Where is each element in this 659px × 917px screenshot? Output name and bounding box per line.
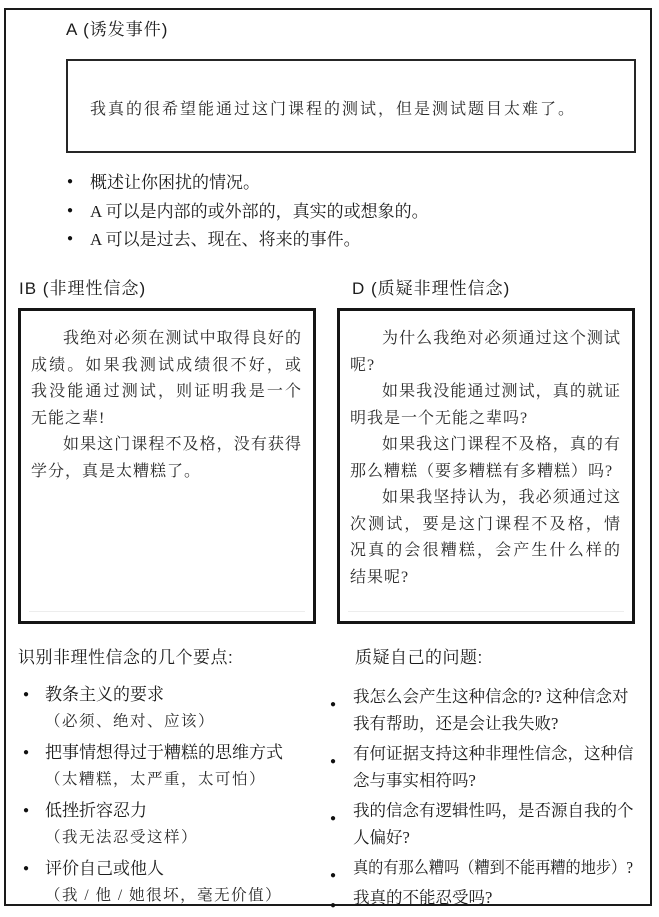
point-sub: （我 / 他 / 她很坏，毫无价值） [45, 887, 283, 904]
dispute-belief-text [340, 311, 632, 591]
irrational-belief-text [21, 311, 313, 485]
paragraph: 我绝对必须在测试中取得良好的成绩。如果我测试成绩很不好，或我没能通过测试，则证明我是一个无能之辈! [31, 330, 302, 427]
list-item: ● 我的信念有逻辑性吗，是否源自我的个人偏好? [330, 797, 638, 851]
question-text: 真的有那么糟吗（糟到不能再糟的地步）? [353, 858, 633, 877]
point-main: ● 教条主义的要求 [45, 685, 164, 704]
irrational-belief-box [18, 308, 316, 624]
dispute-belief-box [337, 308, 635, 624]
list-item [18, 739, 318, 793]
section-ib-label: IB (非理性信念) [19, 279, 147, 298]
activating-event-text: 我真的很希望能通过这门课程的测试，但是测试题目太难了。 [90, 101, 577, 118]
activating-event-box [66, 59, 636, 153]
section-a-bullet-list [66, 169, 606, 255]
point-main: ● 评价自己或他人 [45, 859, 164, 878]
point-sub: （太糟糕，太严重，太可怕） [45, 771, 267, 788]
list-item [18, 681, 318, 735]
section-d-label: D (质疑非理性信念) [352, 279, 511, 298]
list-item: ● A 可以是内部的或外部的，真实的或想象的。 [66, 198, 606, 227]
list-item: ● 我怎么会产生这种信念的? 这种信念对我有帮助，还是会让我失败? [330, 683, 638, 737]
paragraph: 如果我这门课程不及格，真的有那么糟糕（要多糟糕有多糟糕）吗? [350, 436, 621, 480]
list-item: ● A 可以是过去、现在、将来的事件。 [66, 226, 606, 255]
section-a-label: A (诱发事件) [66, 20, 169, 39]
paragraph: 如果这门课程不及格，没有获得学分，真是太糟糕了。 [31, 436, 302, 480]
identify-points-list [18, 681, 318, 913]
paragraph: 如果我没能通过测试，真的就证明我是一个无能之辈吗? [350, 383, 621, 427]
point-sub: （必须、绝对、应该） [45, 713, 216, 730]
point-main: ● 低挫折容忍力 [45, 801, 147, 820]
list-item: ● 概述让你困扰的情况。 [66, 169, 606, 198]
identify-points-heading: 识别非理性信念的几个要点: [18, 648, 234, 667]
paragraph: 如果我坚持认为，我必须通过这次测试，要是这门课程不及格，情况真的会很糟糕，会产生什么样的结果呢? [350, 489, 621, 586]
list-item [330, 854, 638, 881]
paragraph: 为什么我绝对必须通过这个测试呢? [350, 330, 621, 374]
list-item: ● 有何证据支持这种非理性信念，这种信念与事实相符吗? [330, 740, 638, 794]
dispute-questions-list [330, 683, 638, 914]
list-item: ● 我真的不能忍受吗? [330, 884, 638, 911]
point-main: ● 把事情想得过于糟糕的思维方式 [45, 743, 283, 762]
list-item [18, 855, 318, 909]
point-sub: （我无法忍受这样） [45, 829, 199, 846]
list-item [18, 797, 318, 851]
dispute-questions-heading: 质疑自己的问题: [355, 648, 483, 667]
